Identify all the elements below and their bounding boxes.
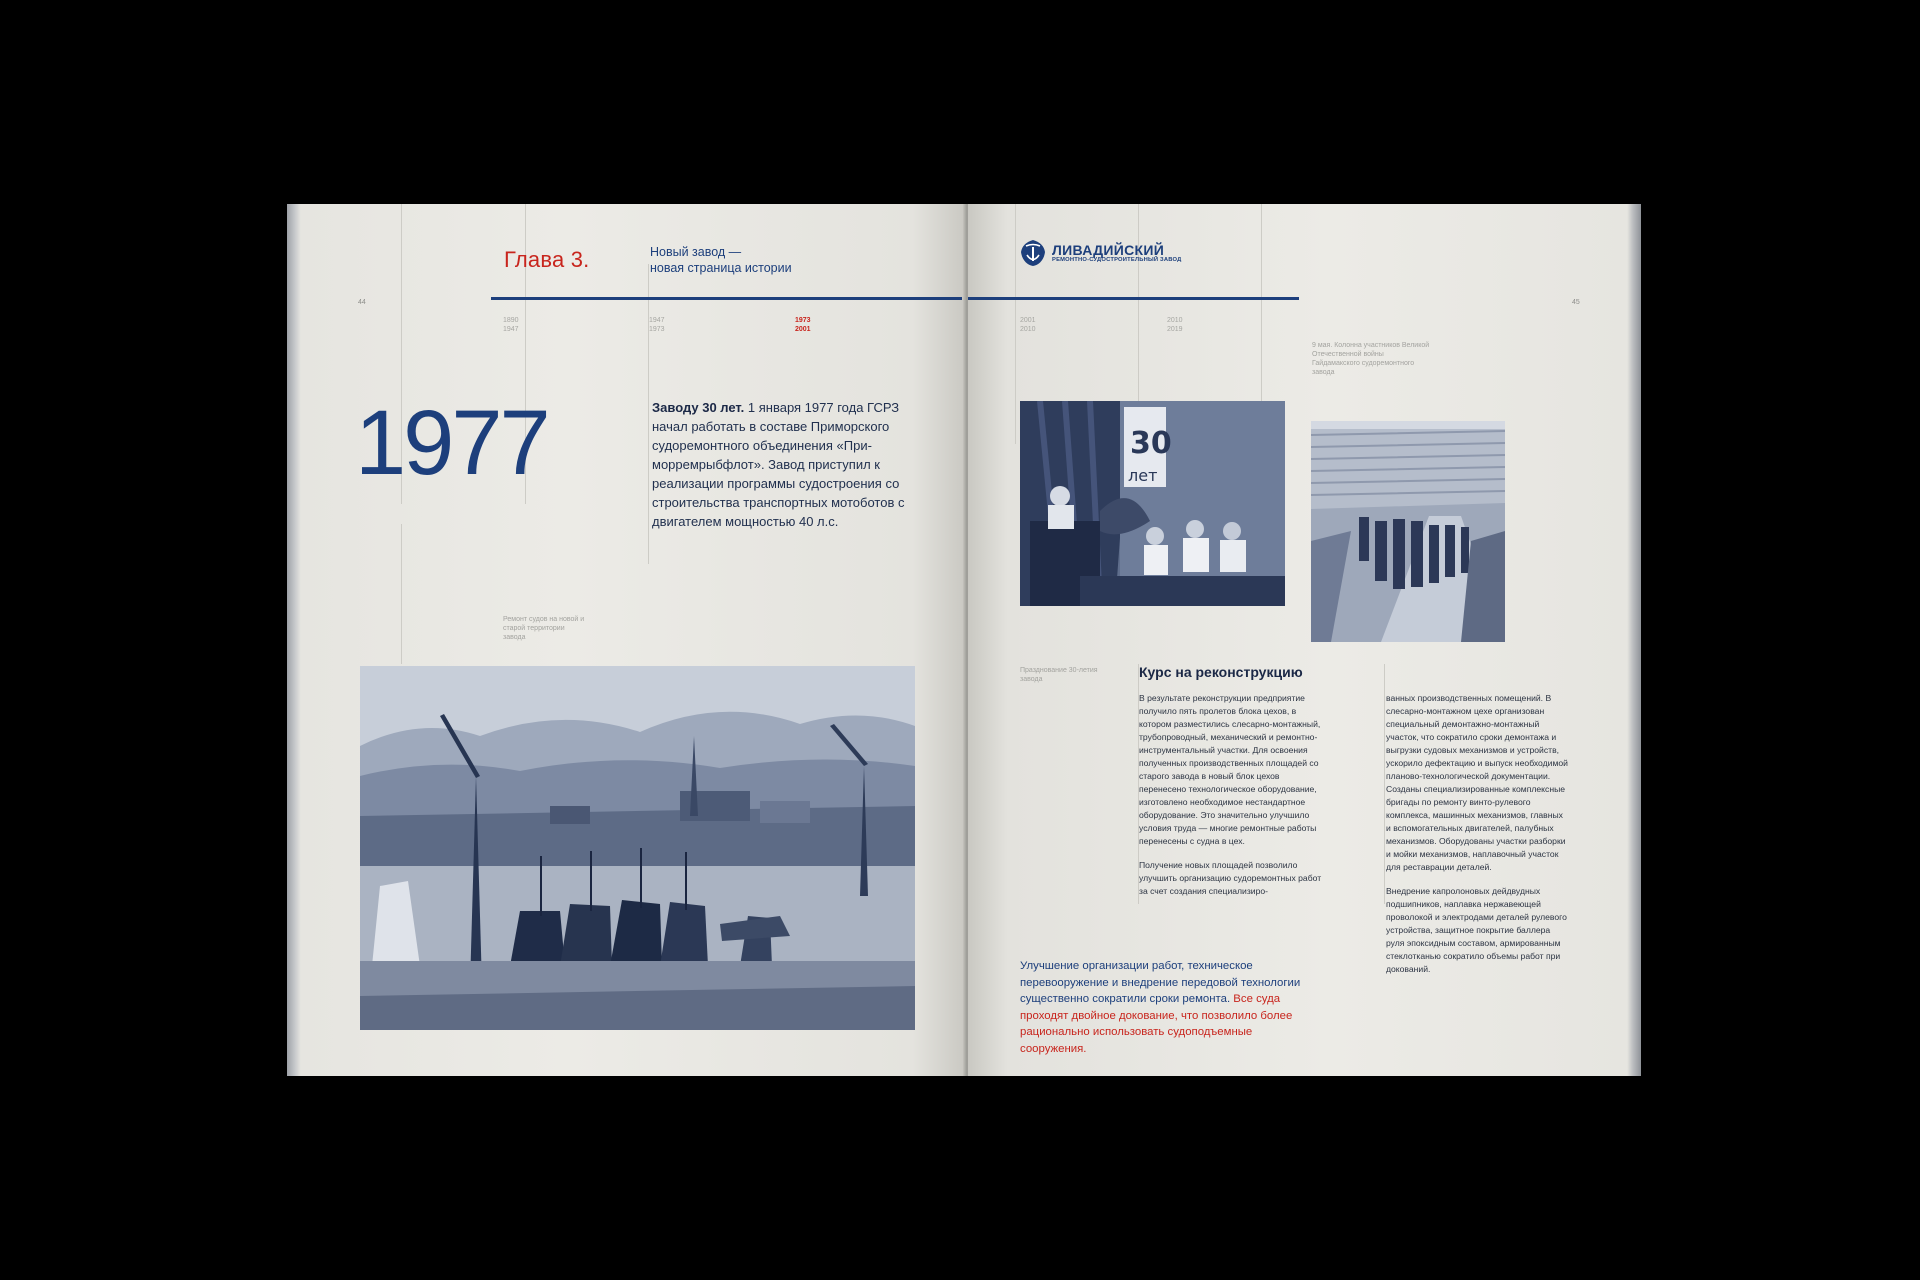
era-marker[interactable]: 2001 2010 [1020,317,1036,333]
section-title: Курс на реконструкцию [1139,664,1303,680]
body-paragraph: Получение новых площадей позволило улучшить организацию судоремонтных работ за счет создания специализиро- [1139,860,1322,896]
harbour-photo [360,666,915,1030]
page-number: 44 [358,299,366,306]
anchor-shield-icon [1018,238,1048,268]
photo-caption: Празднование 30-летия завода [1020,667,1098,683]
pull-quote [1020,958,1320,1057]
grid-line [648,264,649,564]
grid-line [1384,664,1385,904]
logo-title: ЛИВАДИЙСКИЙ [1052,242,1165,258]
book-edge-right [1627,204,1641,1076]
left-page [301,204,966,1076]
photo-caption: 9 мая. Колонна участников Великой Отечественной войны Гайдамакского судоремонтного завода [1312,342,1430,376]
grid-line [1015,204,1016,444]
year-heading: 1977 [355,392,548,494]
body-paragraph: ванных производственных помещений. В слесарно-монтажном цехе организован специальный демонтажно-монтажный участок, что сократило сроки демонтажа и выгрузки судовых механизмов и устройств, ускорило дефектацию и выпуск необходимой планово-технологической документации. Созданы специализированные комплексные бригады по ремонту винто-рулевого комплекса, машинных механизмов, главных и вспомогательных двигателей, палубных механизмов. Оборудованы участки разборки и мойки механизмов, наплавочный участок для реставрации деталей. [1386,693,1568,872]
chapter-title: Глава 3. [504,247,590,272]
era-marker[interactable]: 1890 1947 [503,317,519,333]
pull-quote-red: Все суда проходят двойное докование, что позволило более рационально использовать судоподъемные сооружения. [1020,993,1293,1055]
grid-line [401,524,402,664]
book-edge-left [287,204,301,1076]
logo-subtitle: РЕМОНТНО-СУДОСТРОИТЕЛЬНЫЙ ЗАВОД [1052,257,1182,263]
right-page [968,204,1627,1076]
anniversary-photo [1020,401,1285,606]
body-column-1 [1139,692,1323,909]
body-column-2 [1386,692,1570,987]
header-rule [491,297,966,300]
sign-number: 30 [1130,426,1172,461]
body-paragraph: Внедрение капролоновых дейдвудных подшипников, наплавка нержавеющей проволокой и электродами деталей рулевого устройства, защитное покрытие баллера руля эпоксидным составом, армированным стеклотканью сократило объемы работ при докований. [1386,886,1567,974]
chapter-subtitle [650,244,792,276]
lead-text: 1 января 1977 года ГСРЗ начал работать в составе Приморского судоремонтного объединения «Приморремрыбфлот». Завод приступил к реализации программы судостроения со строительства транспортных мотоботов с двигателем мощностью 40 л.с. [652,400,905,529]
pull-quote-blue: Улучшение организации работ, техническое перевооружение и внедрение передовой технологии существенно сократили сроки ремонта. [1020,960,1301,1005]
era-marker-active[interactable]: 1973 2001 [795,317,811,333]
veterans-march-photo [1311,421,1505,642]
lead-paragraph [652,398,912,531]
company-logo [1018,238,1181,268]
era-marker[interactable]: 2010 2019 [1167,317,1183,333]
sign-word: лет [1128,466,1158,485]
chapter-subtitle-line1: Новый завод — [650,245,742,259]
body-paragraph: В результате реконструкции предприятие получило пять пролетов блока цехов, в котором разместились слесарно-монтажный, трубопроводный, механический и ремонтно-инструментальный участки. Для освоения полученных производственных площадей со старого завода в новый блок цехов перенесено технологическое оборудование, изготовлено необходимое нестандартное оборудование. Это значительно улучшило условия труда — многие ремонтные работы перенесены с судна в цех. [1139,693,1321,846]
lead-bold: Заводу 30 лет. [652,400,745,415]
header-rule [968,297,1299,300]
era-marker[interactable]: 1947 1973 [649,317,665,333]
chapter-subtitle-line2: новая страница истории [650,261,792,275]
photo-caption: Ремонт судов на новой и старой территории завода [503,616,585,641]
page-number: 45 [1572,299,1580,306]
